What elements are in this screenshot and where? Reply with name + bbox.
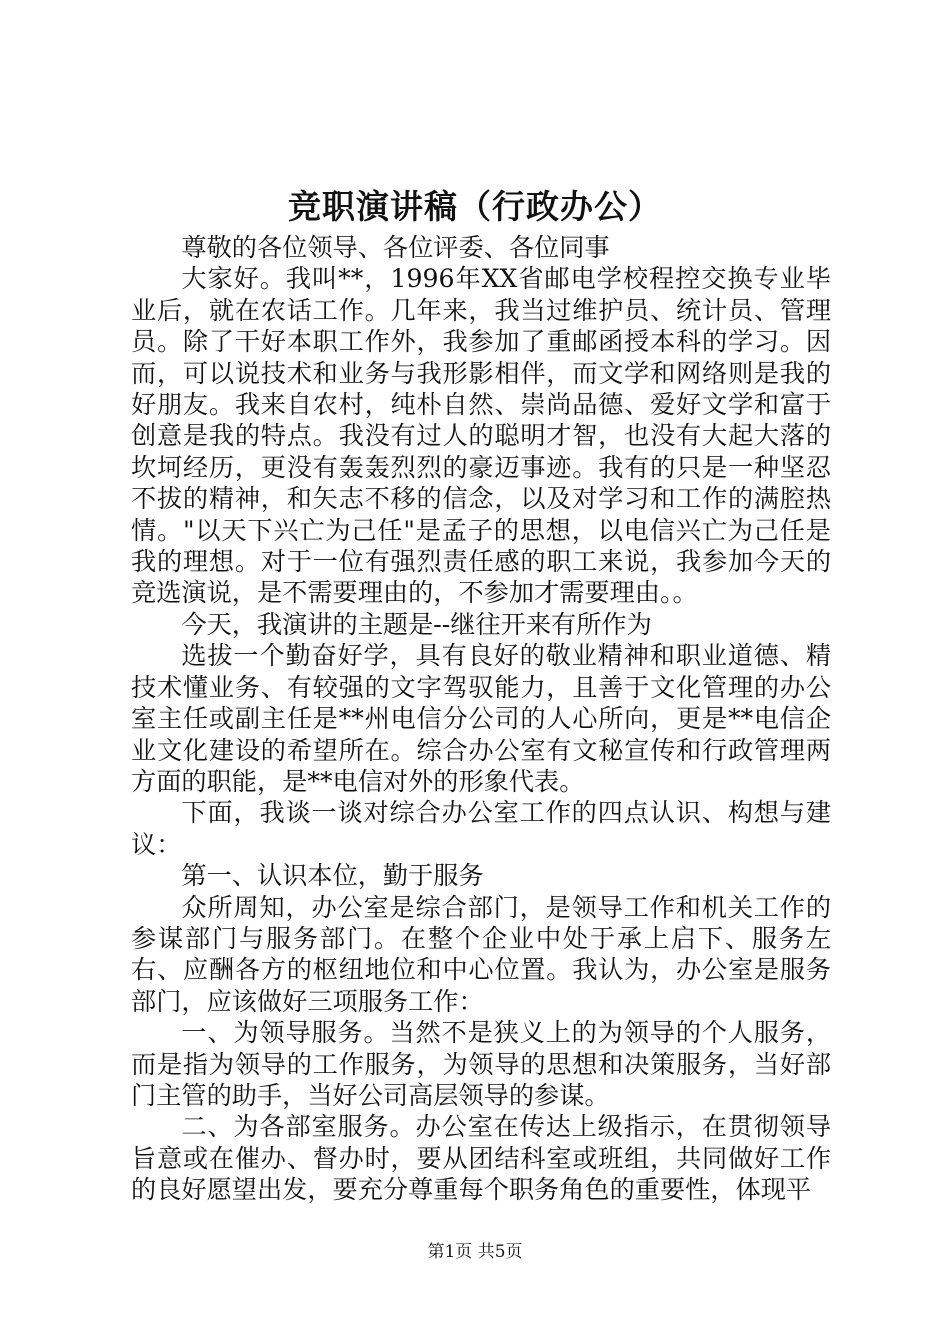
page-footer: 第1页 共5页	[427, 1242, 523, 1262]
paragraph-office-role: 众所周知，办公室是综合部门，是领导工作和机关工作的参谋部门与服务部门。在整个企业中处于承上启下、服务左右、应酬各方的枢纽地位和中心位置。我认为，办公室是服务部门，应该做好三项服务工作：	[131, 892, 831, 1016]
document-body	[131, 232, 831, 1206]
paragraph-selection: 选拔一个勤奋好学，具有良好的敬业精神和职业道德、精技术懂业务、有较强的文字驾驭能力，且善于文化管理的办公室主任或副主任是**州电信分公司的人心所向，更是**电信企业文化建设的希望所在。综合办公室有文秘宣传和行政管理两方面的职能，是**电信对外的形象代表。	[131, 641, 831, 796]
paragraph-introduction: 大家好。我叫**，1996年XX省邮电学校程控交换专业毕业后，就在农话工作。几年来，我当过维护员、统计员、管理员。除了干好本职工作外，我参加了重邮函授本科的学习。因而，可以说技术和业务与我形影相伴，而文学和网络则是我的好朋友。我来自农村，纯朴自然、崇尚品德、爱好文学和富于创意是我的特点。我没有过人的聪明才智，也没有大起大落的坎坷经历，更没有轰轰烈烈的豪迈事迹。我有的只是一种坚忍不拔的精神，和矢志不移的信念，以及对学习和工作的满腔热情。"以天下兴亡为己任"是孟子的思想，以电信兴亡为己任是我的理想。对于一位有强烈责任感的职工来说，我参加今天的竞选演说，是不需要理由的，不参加才需要理由。。	[131, 264, 831, 608]
paragraph-outline: 下面，我谈一谈对综合办公室工作的四点认识、构想与建议：	[131, 798, 831, 859]
paragraph-serve-leaders: 一、为领导服务。当然不是狭义上的为领导的个人服务，而是指为领导的工作服务，为领导的思想和决策服务，当好部门主管的助手，当好公司高层领导的参谋。	[131, 1018, 831, 1110]
document-title: 竞职演讲稿（行政办公）	[288, 187, 662, 226]
salutation: 尊敬的各位领导、各位评委、各位同事	[181, 233, 610, 262]
paragraph-theme: 今天，我演讲的主题是--继往开来有所作为	[181, 609, 652, 639]
paragraph-serve-departments: 二、为各部室服务。办公室在传达上级指示，在贯彻领导旨意或在催办、督办时，要从团结科室或班组，共同做好工作的良好愿望出发，要充分尊重每个职务角色的重要性，体现平	[131, 1112, 831, 1205]
section-heading-first: 第一、认识本位，勤于服务	[181, 861, 484, 891]
